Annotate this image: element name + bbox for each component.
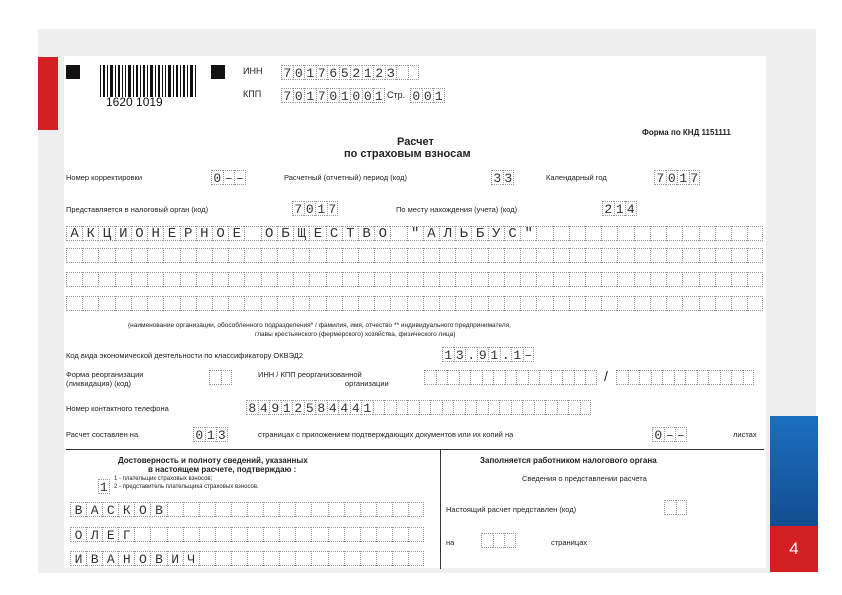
pages-cell: 0	[193, 427, 205, 442]
on-pages-cells	[481, 533, 516, 548]
kpp-cell: 0	[327, 88, 339, 103]
inn-cell: 2	[373, 65, 385, 80]
name-cells: О Л Е Г	[70, 527, 424, 542]
inn-cell: 7	[281, 65, 293, 80]
form-code: Форма по КНД 1151111	[642, 128, 731, 137]
confirm-title-1: Достоверность и полноту сведений, указанных	[118, 456, 308, 465]
kpp-cell: 7	[316, 88, 328, 103]
reorg-form-cells	[209, 370, 232, 385]
reorg-slash: /	[604, 368, 608, 384]
org-name-row-3	[66, 272, 764, 287]
kpp-label: КПП	[243, 89, 262, 99]
inn-cell	[396, 65, 408, 80]
surname-cells: В А С К О В	[70, 502, 424, 517]
copies-cell: 0	[652, 427, 664, 442]
kpp-cell: 0	[293, 88, 305, 103]
inn-cell: З	[385, 65, 397, 80]
okved-cell: .	[500, 347, 512, 362]
location-cells	[602, 201, 637, 216]
correction-cells	[211, 170, 246, 185]
inn-cell: 5	[339, 65, 351, 80]
confirm-title-2: в настоящем расчете, подтверждаю :	[148, 465, 297, 474]
phone-cells	[246, 400, 591, 415]
okved-cell: –	[524, 348, 533, 363]
phone-label: Номер контактного телефона	[66, 404, 169, 413]
tax-organ-cell: 1	[315, 201, 327, 216]
year-cell: 0	[666, 170, 678, 185]
period-label: Расчетный (отчетный) период (код)	[284, 173, 407, 182]
page-cell: 1	[434, 89, 443, 104]
phone-cell: 2	[292, 400, 304, 415]
year-cell: 7	[690, 171, 699, 186]
inn-cell: 1	[304, 65, 316, 80]
pages-middle-text: страницах с приложением подтверждающих документов или их копий на	[258, 430, 514, 439]
okved-cell: .	[465, 347, 477, 362]
kpp-cells	[281, 88, 385, 103]
inn-cell: 1	[362, 65, 374, 80]
phone-cell: 8	[246, 400, 258, 415]
correction-cell: –	[223, 170, 235, 185]
correction-label: Номер корректировки	[66, 173, 143, 182]
okved-cell: 3	[454, 347, 466, 362]
title-line-1: Расчет	[397, 136, 434, 148]
period-cells	[491, 170, 514, 185]
copies-cell: –	[664, 427, 676, 442]
location-cell: 2	[602, 201, 614, 216]
inn-cell: 2	[350, 65, 362, 80]
year-cell: 1	[677, 170, 689, 185]
confirm-option-2: 2 - представитель плательщика страховых взносов.	[114, 484, 259, 490]
tax-side-title: Заполняется работником налогового органа	[480, 456, 657, 465]
kpp-cell: 1	[374, 89, 383, 104]
copies-cell: –	[676, 428, 685, 443]
pages-cells	[193, 427, 228, 442]
patronymic-cells: И В А Н О В И Ч	[70, 551, 424, 566]
red-accent-bar	[38, 57, 58, 130]
location-label: По месту нахождения (учета) (код)	[396, 205, 518, 214]
phone-cell: 1	[361, 400, 373, 415]
kpp-cell: 1	[304, 88, 316, 103]
okved-cell: 1	[511, 347, 523, 362]
marker-square-right	[211, 65, 225, 79]
reorg-form-label-2: (ликвидация) (код)	[66, 379, 131, 388]
correction-cell: –	[235, 171, 244, 186]
location-cell: 4	[626, 202, 635, 217]
org-name-row-1: А К Ц И О Н Е Р Н О Е О Б Щ Е С Т В О " А Л Ь Б У С "	[66, 226, 764, 241]
presented-cells	[664, 500, 687, 515]
org-name-row-4	[66, 296, 764, 311]
presented-label: Настоящий расчет представлен (код)	[446, 505, 577, 514]
reorg-inn-kpp-label-2: организации	[345, 379, 389, 388]
page-cell: 0	[410, 88, 422, 103]
tax-organ-cell: 0	[304, 201, 316, 216]
slide-number: 4	[789, 539, 799, 558]
page-label: Стр.	[387, 90, 406, 100]
section-divider-vertical	[440, 449, 441, 569]
title-line-2: по страховым взносам	[344, 148, 471, 160]
phone-cell: 8	[315, 400, 327, 415]
page-cells	[410, 88, 445, 103]
location-cell: 1	[614, 201, 626, 216]
section-divider-horizontal	[66, 449, 764, 450]
reorg-form-label-1: Форма реорганизации	[66, 370, 144, 379]
slide-number-box	[770, 526, 818, 572]
inn-cells	[281, 65, 419, 80]
phone-cell: 9	[269, 400, 281, 415]
page-cell: 0	[422, 88, 434, 103]
okved-label: Код вида экономической деятельности по классификатору ОКВЭД2	[66, 351, 304, 360]
period-cell: 3	[491, 170, 503, 185]
copies-cells	[652, 427, 687, 442]
pages-label: Расчет составлен на	[66, 430, 139, 439]
period-cell: 3	[504, 171, 513, 186]
phone-cell: 1	[281, 400, 293, 415]
kpp-cell: 0	[362, 88, 374, 103]
kpp-cell: 7	[281, 88, 293, 103]
barcode-number: 1620 1019	[106, 95, 163, 109]
inn-cell: 0	[293, 65, 305, 80]
tax-organ-cell: 7	[328, 202, 337, 217]
confirm-option-1: 1 - плательщик страховых взносов;	[114, 476, 213, 482]
phone-cell: 4	[258, 400, 270, 415]
okved-cell: 1	[488, 347, 500, 362]
org-note-line-1: (наименование организации, обособленного подразделения* / фамилия, имя, отчество ** индивидуального предпринимателя,	[128, 322, 511, 329]
okved-cell: 9	[477, 347, 489, 362]
pages-cell: 1	[205, 427, 217, 442]
pages-word-label: страницах	[551, 538, 588, 547]
phone-cell: 4	[338, 400, 350, 415]
year-cell: 7	[654, 170, 666, 185]
tax-organ-cells	[292, 201, 338, 216]
pages-cell: 3	[217, 428, 226, 443]
correction-cell: 0	[211, 170, 223, 185]
kpp-cell: 1	[339, 88, 351, 103]
on-label: на	[446, 538, 455, 547]
kpp-cell: 0	[350, 88, 362, 103]
tax-side-subtitle: Сведения о представлении расчета	[522, 474, 647, 483]
inn-cell: 6	[327, 65, 339, 80]
phone-cell: 4	[350, 400, 362, 415]
reorg-inn-cells	[424, 370, 597, 385]
okved-cells	[442, 347, 534, 362]
phone-cell: 5	[304, 400, 316, 415]
org-name-row-2	[66, 248, 764, 263]
reorg-kpp-cells	[616, 370, 754, 385]
blue-accent-bar	[770, 416, 818, 526]
inn-cell: 7	[316, 65, 328, 80]
org-note-line-2: главы крестьянского (фермерского) хозяйства, физического лица)	[255, 331, 456, 338]
tax-organ-label: Представляется в налоговый орган (код)	[66, 205, 209, 214]
inn-label: ИНН	[243, 66, 263, 76]
tax-organ-cell: 7	[292, 201, 304, 216]
inn-cell	[408, 65, 420, 80]
year-cells	[654, 170, 700, 185]
phone-cell: 4	[327, 400, 339, 415]
marker-square-left	[66, 65, 80, 79]
confirm-code-cell: 1	[99, 480, 108, 495]
okved-cell: 1	[442, 347, 454, 362]
reorg-inn-kpp-label-1: ИНН / КПП реорганизованной	[258, 370, 362, 379]
pages-suffix: листах	[733, 430, 757, 439]
year-label: Календарный год	[546, 173, 607, 182]
